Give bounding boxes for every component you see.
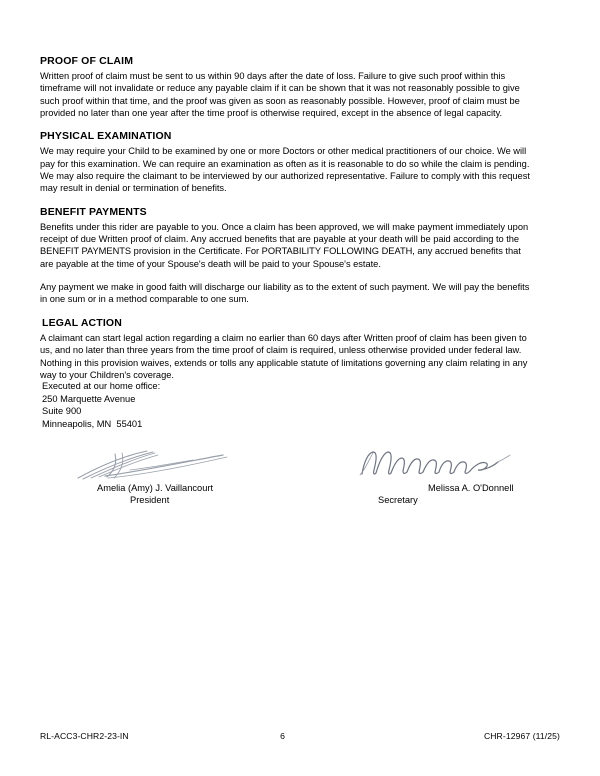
document-body [40, 55, 532, 381]
footer-document-code: CHR-12967 (11/25) [483, 731, 560, 741]
section-body-physical-examination: We may require your Child to be examined by one or more Doctors or other medical practitioners of our choice. We will pay for this examination. We can require an examination as often as it is reasonable to do so while the claim is pending. We may also require the claimant to be interviewed by our authorized representative. Failure to comply with this request may result in denial or termination of benefits. [40, 146, 530, 194]
execution-line-1: Executed at our home office: [42, 381, 161, 391]
handwritten-signature-icon [350, 448, 550, 482]
signature-area [0, 448, 600, 528]
spacer [40, 270, 532, 281]
section-heading-benefit-payments: BENEFIT PAYMENTS [40, 205, 147, 218]
signatory-name-secretary: Melissa A. O'Donnell [428, 483, 514, 493]
signatory-title-secretary: Secretary [378, 495, 418, 506]
section-body-proof-of-claim: Written proof of claim must be sent to us within 90 days after the date of loss. Failure to give such proof within this timeframe will not invalidate or reduce any payable claim if it can be shown that it was not reasonably possible to give such proof within that time, and the proof was given as soon as reasonably possible. However, proof of claim must be provided no later than one year after the time proof is otherwise required, except in the absence of legal capacity. [40, 71, 520, 119]
section-heading-physical-examination: PHYSICAL EXAMINATION [40, 130, 172, 143]
section-legal-action [40, 317, 532, 381]
section-proof-of-claim [40, 55, 532, 119]
footer-form-code: RL-ACC3-CHR2-23-IN [40, 731, 129, 741]
footer-page-number: 6 [280, 731, 285, 741]
section-body-legal-action: A claimant can start legal action regarding a claim no earlier than 60 days after Written proof of claim has been given to us, and no later than three years from the time proof of claim is required, unless otherwise provided under federal law. Nothing in this provision waives, extends or tolls any applicable statute of limitations governing any claim relating in any way to your Children's coverage. [40, 332, 528, 380]
spacer [40, 306, 532, 317]
signatory-title-president: President [130, 495, 170, 506]
signature-block-president [75, 448, 315, 506]
signatory-name-president: Amelia (Amy) J. Vaillancourt [97, 483, 214, 493]
section-body-benefit-payments-2: Any payment we make in good faith will discharge our liability as to the extent of such payment. We will pay the benefits in one sum or in a method comparable to one sum. [40, 282, 530, 305]
spacer [40, 195, 532, 206]
section-heading-proof-of-claim: PROOF OF CLAIM [40, 55, 134, 67]
spacer [40, 119, 532, 130]
section-body-benefit-payments: Benefits under this rider are payable to you. Once a claim has been approved, we will make payment immediately upon receipt of due Written proof of claim. Any accrued benefits that are payable at your death will be paid according to the BENEFIT PAYMENTS provision in the Certificate. For PORTABILITY FOLLOWING DEATH, any accrued benefits that are payable at the time of your Spouse's death will be paid to your Spouse's estate. [40, 221, 529, 269]
execution-line-4: Minneapolis, MN 55401 [42, 418, 143, 429]
section-physical-examination [40, 130, 532, 194]
section-heading-legal-action: LEGAL ACTION [42, 316, 122, 329]
signature-block-secretary [350, 448, 590, 506]
handwritten-signature-icon [75, 448, 275, 482]
execution-address-block [42, 380, 160, 430]
execution-line-2: 250 Marquette Avenue [42, 393, 136, 404]
section-benefit-payments [40, 206, 532, 306]
execution-line-3: Suite 900 [42, 406, 82, 417]
